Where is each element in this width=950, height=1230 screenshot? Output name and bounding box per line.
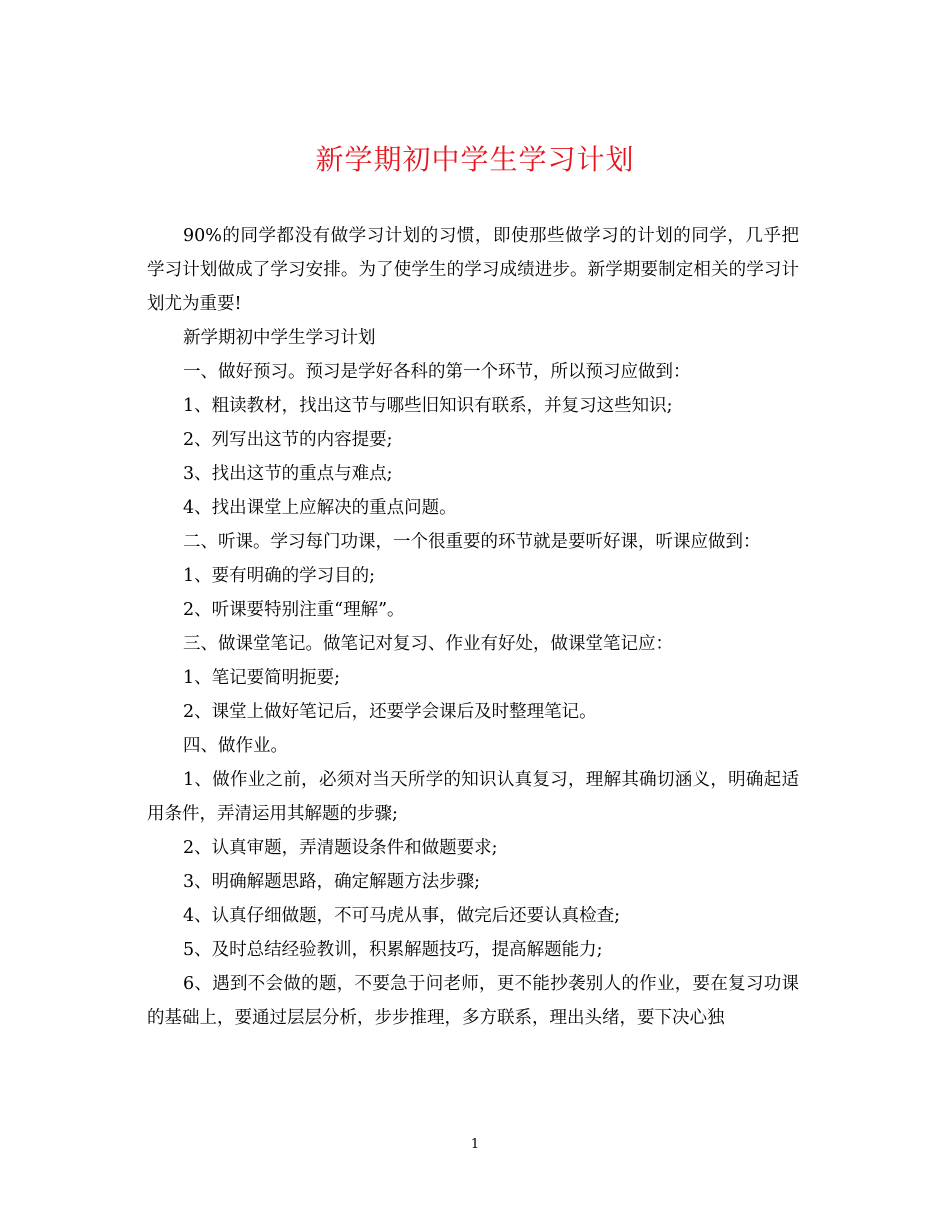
paragraph-section-3: 三、做课堂笔记。做笔记对复习、作业有好处，做课堂笔记应： [183,634,673,654]
page-number: 1 [470,1137,480,1152]
paragraph-item: 1、做作业之前，必须对当天所学的知识认真复习，理解其确切涵义，明确起适用条件，弄清运用其解题的步骤; [147,770,799,824]
paragraph-item: 4、认真仔细做题，不可马虎从事，做完后还要认真检查; [183,906,621,926]
paragraph-item: 2、课堂上做好笔记后，还要学会课后及时整理笔记。 [183,702,597,722]
paragraph-item: 1、要有明确的学习目的; [183,566,376,586]
document-title: 新学期初中学生学习计划 [315,143,635,176]
paragraph-item: 4、找出课堂上应解决的重点问题。 [183,498,457,518]
paragraph-item: 2、列写出这节的内容提要; [183,430,393,450]
paragraph-item: 1、粗读教材，找出这节与哪些旧知识有联系，并复习这些知识; [183,396,673,416]
paragraph-subtitle: 新学期初中学生学习计划 [183,328,376,348]
paragraph-section-4: 四、做作业。 [183,736,288,756]
paragraph-item: 6、遇到不会做的题，不要急于问老师，更不能抄袭别人的作业，要在复习功课的基础上，要通过层层分析，步步推理，多方联系，理出头绪，要下决心独 [147,974,799,1028]
paragraph-item: 2、听课要特别注重“理解”。 [183,600,405,620]
paragraph-item: 1、笔记要简明扼要; [183,668,341,688]
document-body [147,219,799,1035]
paragraph-item: 3、找出这节的重点与难点; [183,464,393,484]
paragraph-section-2: 二、听课。学习每门功课，一个很重要的环节就是要听好课，听课应做到： [183,532,761,552]
paragraph-intro: 90%的同学都没有做学习计划的习惯，即使那些做学习的计划的同学，几乎把学习计划做成了学习安排。为了使学生的学习成绩进步。新学期要制定相关的学习计划尤为重要! [147,226,799,314]
paragraph-section-1: 一、做好预习。预习是学好各科的第一个环节，所以预习应做到： [183,362,691,382]
paragraph-item: 3、明确解题思路，确定解题方法步骤; [183,872,481,892]
paragraph-item: 2、认真审题，弄清题设条件和做题要求; [183,838,498,858]
paragraph-item: 5、及时总结经验教训，积累解题技巧，提高解题能力; [183,940,603,960]
